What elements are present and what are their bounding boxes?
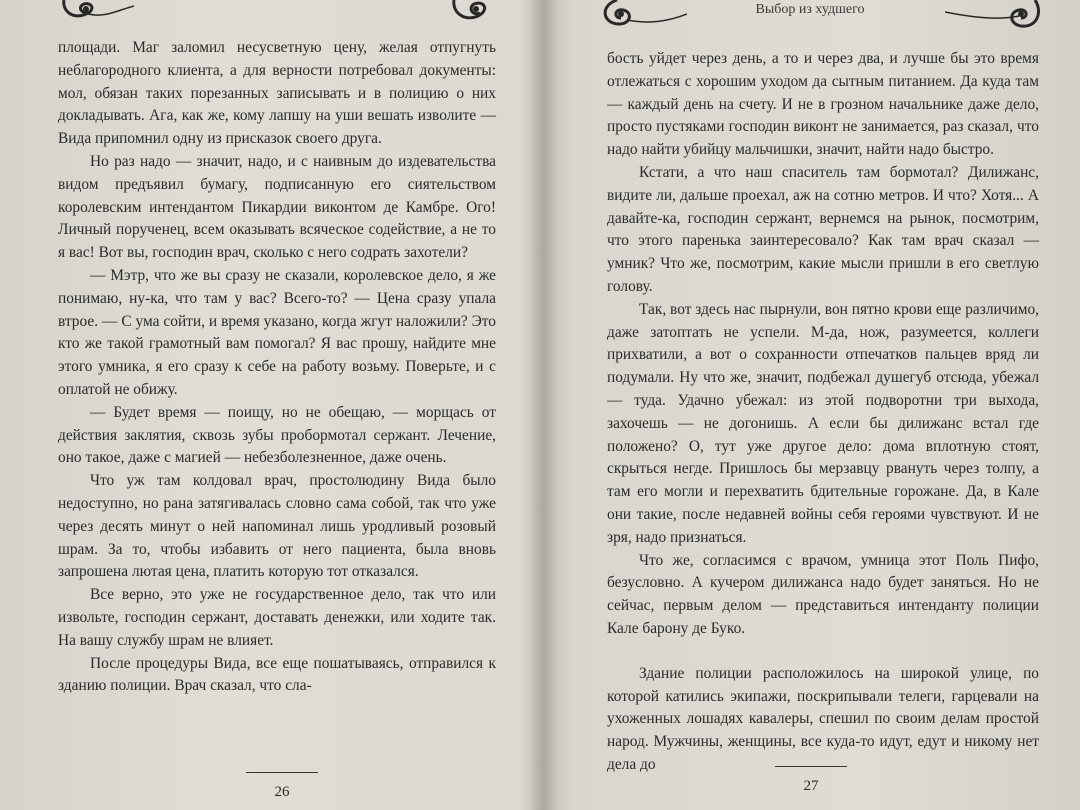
paragraph: Кстати, а что наш спаситель там бормотал? Дилижанс, видите ли, дальше проехал, аж на сотню метров. И что? Хотя... А давайте-ка, господин сержант, вернемся на рынок, посмотрим, что этого паренька заинтересовало? Как там врач сказал — умник? Что же, посмотрим, какие мысли пришли в его светлую голову. <box>607 163 1039 295</box>
paragraph: Что уж там колдовал врач, простолюдину Вида было недоступно, но рана затягивалась словно сама собой, так что уже через десять минут о ней напоминал лишь уродливый розовый шрам. За то, чтобы избавить от него пациента, была вновь запрошена лютая цена, платить которую тот отказался. <box>58 472 496 581</box>
paragraph: бость уйдет через день, а то и через два, и лучше бы это время отлежаться с хорошим уходом да сытным питанием. Да куда там — каждый день на счету. И не в грозном начальнике даже дело, просто пустяками господин виконт не занимается, раз сказал, что надо найти убийцу мальчишки, значит, найти надо быстро. <box>607 50 1039 159</box>
paragraph: Все верно, это уже не государственное дело, так что или извольте, господин сержант, доставать денежки, или ходите так. На вашу службу шрам не влияет. <box>58 586 496 649</box>
paragraph: Что же, согласимся с врачом, умница этот Поль Пифо, безусловно. А кучером дилижанса надо будет заняться. Но не сейчас, первым делом — представиться интенданту полиции Кале барону де Буко. <box>607 551 1039 637</box>
footer-rule <box>246 772 318 773</box>
right-page <box>545 0 1080 810</box>
paragraph: — Мэтр, что же вы сразу не сказали, королевское дело, я же понимаю, ну-ка, что там у вас? Всего-то? — Цена сразу упала втрое. — С ума сойти, и время указано, когда жгут наложили? Это кто же такой грамотный вам помогал? Я вас прошу, найдите мне этого умника, я его сразу к себе на работу возьму. Поверьте, и с оплатой не обижу. <box>58 266 496 398</box>
paragraph: Здание полиции расположилось на широкой улице, по которой катились экипажи, поскрипывали телеги, гарцевали на ухоженных лошадях кавалеры, спешил по своим делам простой народ. Мужчины, женщины, все куда-то идут, едут и никому нет дела до <box>607 664 1039 773</box>
right-page-text <box>607 48 1039 777</box>
paragraph: Но раз надо — значит, надо, и с наивным до издевательства видом предъявил бумагу, подписанную его сиятельством королевским интендантом Пикардии виконтом де Камбре. Ого! Личный порученец, всем оказывать всяческое содействие, а не то я вас! Вот вы, господин врач, сколько с него содрать захотели? <box>58 152 496 262</box>
flourish-ornament-icon <box>56 0 136 26</box>
paragraph: Так, вот здесь нас пырнули, вон пятно крови еще различимо, даже затоптать не успели. М-да, нож, разумеется, коллеги прихватили, а вот о сохранности отпечатков пальцев вряд ли подумали. Ну что же, значит, подбежал душегуб отсюда, убежал — туда. Удачно убежал: из этой подворотни три выхода, захочешь — не догонишь. А если бы дилижанс встал где положено? О, тут уже другое дело: дома вплотную стоят, скрыться негде. Пришлось бы мерзавцу рвануть через толпу, а там его могли и перехватить бдительные горожане. Да, в Кале они такие, после недавней войны себя героями чувствуют. И не зря, надо признаться. <box>607 300 1039 546</box>
page-number: 27 <box>803 778 819 794</box>
flourish-ornament-icon <box>945 0 1045 34</box>
paragraph: После процедуры Вида, все еще пошатываясь, отправился к зданию полиции. Врач сказал, что сла- <box>58 654 496 695</box>
flourish-ornament-icon <box>597 0 687 30</box>
page-number: 26 <box>274 784 290 800</box>
footer-rule <box>775 766 847 767</box>
paragraph: — Будет время — поищу, но не обещаю, — морщась от действия заклятия, сквозь зубы пробормотал сержант. Лечение, оно такое, даже с магией — небезболезненное, даже очень. <box>58 403 496 467</box>
flourish-ornament-icon <box>450 0 510 26</box>
running-head: Выбор из худшего <box>755 2 865 17</box>
left-page-text <box>58 37 496 698</box>
paragraph: площади. Маг заломил несусветную цену, желая отпугнуть неблагородного клиента, а для верности потребовал документы: мол, обязан таких порезанных записывать и в полицию о них докладывать. Ага, как же, кому лапшу на уши вешать изволите — Вида припомнил одну из присказок своего друга. <box>58 39 496 148</box>
